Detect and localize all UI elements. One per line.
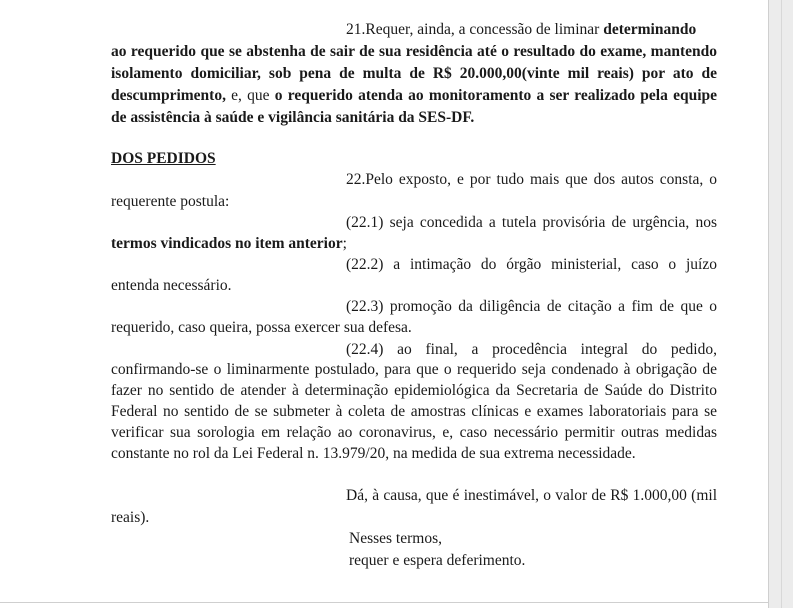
closing-line-1: Nesses termos, <box>349 530 442 547</box>
p21-line-5: de assistência à saúde e vigilância sanitária da SES-DF. <box>111 109 475 126</box>
item-22-4-line-5: verificar sua sorologia em relação ao coronavirus, e, caso necessário permitir outras medidas <box>111 424 717 441</box>
item-22-1-line-1: (22.1) seja concedida a tutela provisória de urgência, nos <box>346 214 717 231</box>
item-22-3-line-2: requerido, caso queira, possa exercer sua defesa. <box>111 319 412 336</box>
item-22-2-line-2: entenda necessário. <box>111 277 232 294</box>
p21-text: 21.Requer, ainda, a concessão de liminar <box>346 21 604 38</box>
p21-line-2: ao requerido que se abstenha de sair de sua residência até o resultado do exame, mantendo <box>111 43 717 60</box>
item-22-1-line-2 <box>111 235 347 253</box>
p21-line-4 <box>111 87 717 105</box>
p21-line-1 <box>346 21 696 39</box>
item-22-4-line-1: (22.4) ao final, a procedência integral do pedido, <box>346 341 717 358</box>
bottom-divider <box>0 602 768 603</box>
p21-line-3: isolamento domiciliar, sob pena de multa de R$ 20.000,00(vinte mil reais) por ato de <box>111 65 717 82</box>
p21-bold-text: determinando <box>603 21 697 38</box>
item-22-2-line-1: (22.2) a intimação do órgão ministerial, caso o juízo <box>346 256 717 273</box>
value-line-1: Dá, à causa, que é inestimável, o valor de R$ 1.000,00 (mil <box>346 487 717 504</box>
item-22-3-line-1: (22.3) promoção da diligência de citação a fim de que o <box>346 298 717 315</box>
item-22-1-bold-text: termos vindicados no item anterior <box>111 235 343 252</box>
p22-line-1: 22.Pelo exposto, e por tudo mais que dos autos consta, o <box>346 171 717 188</box>
section-title: DOS PEDIDOS <box>111 150 216 167</box>
p22-line-2: requerente postula: <box>111 193 230 210</box>
item-22-4-line-3: fazer no sentido de atender à determinação epidemiológica da Secretaria de Saúde do Distrito <box>111 382 717 399</box>
p21-bold-descumprimento: descumprimento, <box>111 87 226 104</box>
p21-text-connector: e, que <box>225 87 275 104</box>
page-edge-gutter <box>768 0 793 608</box>
item-22-4-line-2: confirmando-se o liminarmente postulado, para que o requerido seja condenado à obrigação de <box>111 361 717 378</box>
item-22-4-line-4: Federal no sentido de se submeter à coleta de amostras clínicas e exames laboratoriais para se <box>111 403 717 420</box>
p21-bold-monitoramento: o requerido atenda ao monitoramento a ser realizado pela equipe <box>274 87 717 104</box>
closing-line-2: requer e espera deferimento. <box>349 552 526 569</box>
item-22-4-line-6: constante no rol da Lei Federal n. 13.979/20, na medida de sua extrema necessidade. <box>111 445 636 462</box>
value-line-2: reais). <box>111 509 150 526</box>
item-22-1-semicolon: ; <box>342 235 347 252</box>
page-edge-line <box>781 0 782 608</box>
